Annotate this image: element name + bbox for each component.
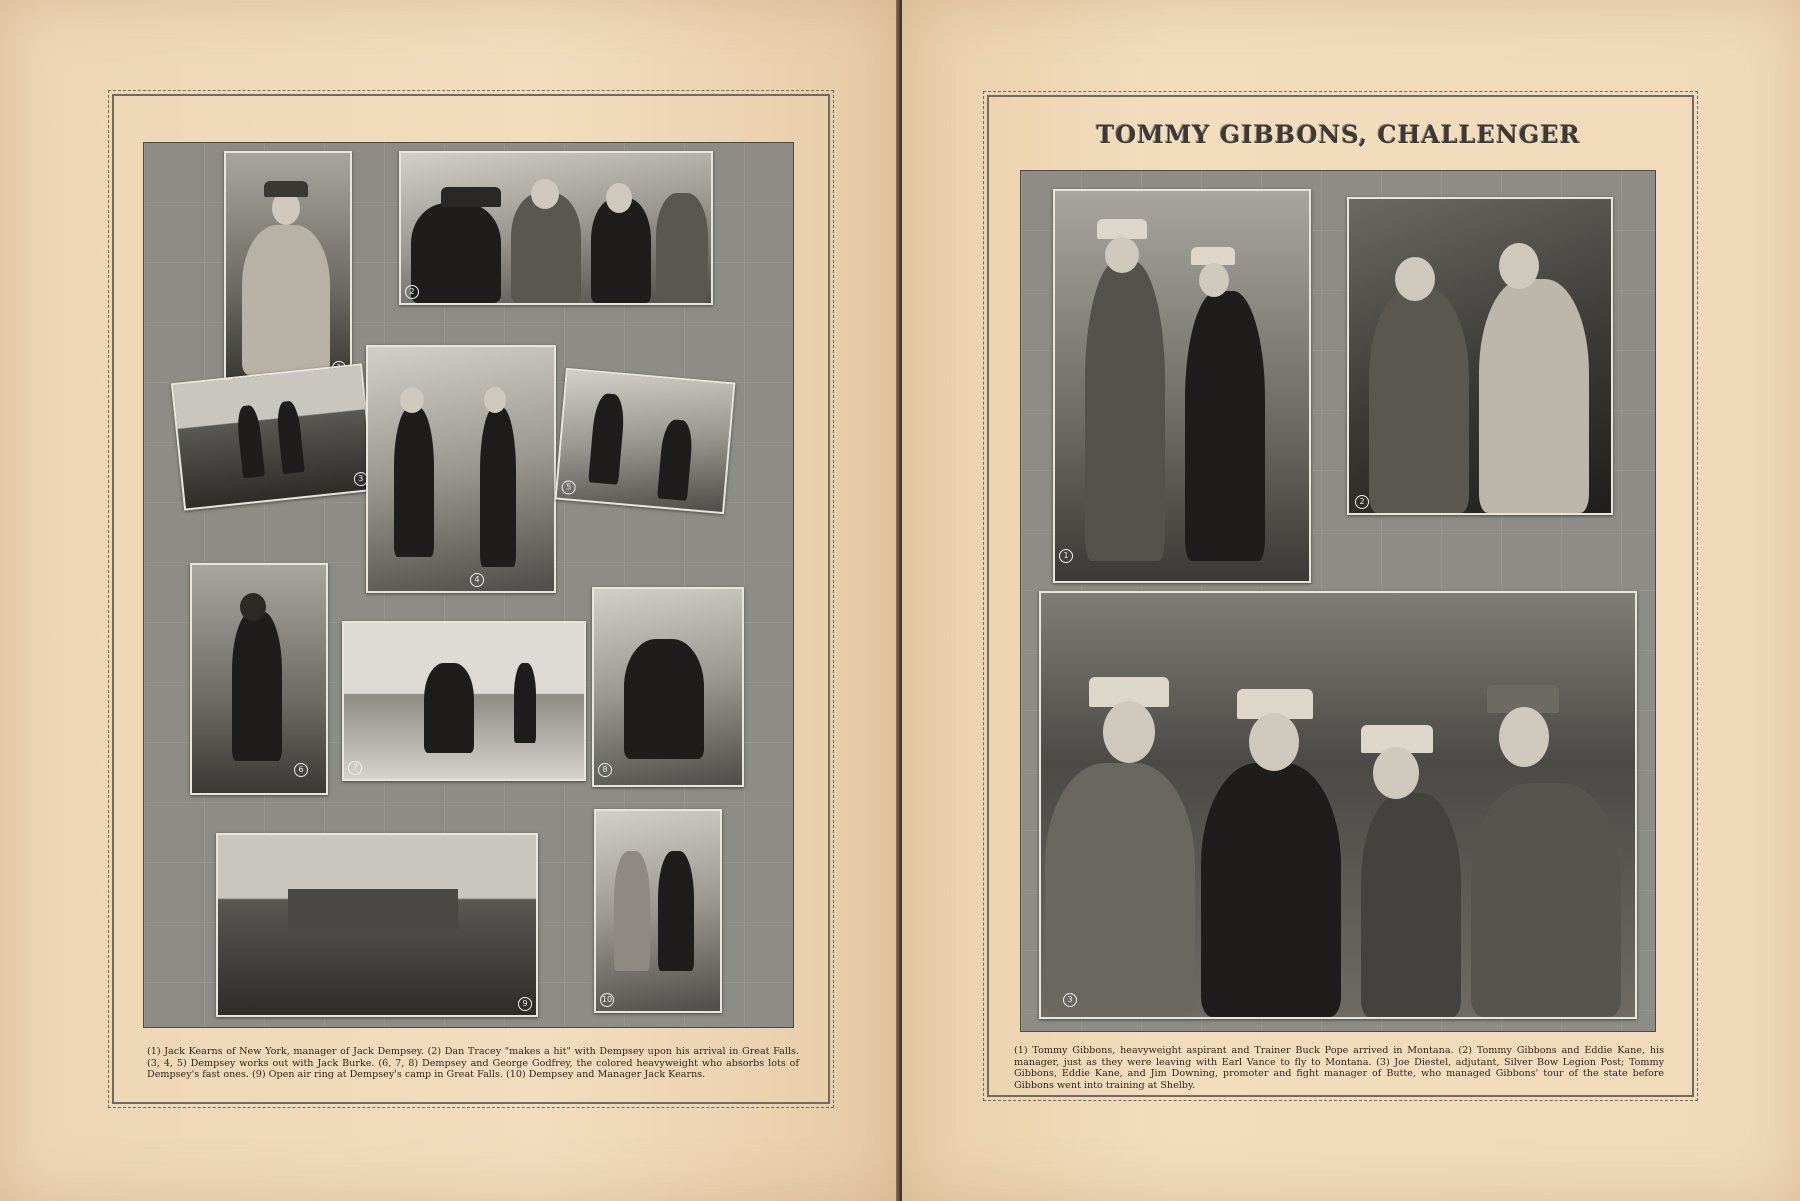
right-page bbox=[902, 0, 1800, 1201]
page-title: TOMMY GIBBONS, CHALLENGER bbox=[1096, 120, 1581, 149]
photo-number: 3 bbox=[353, 471, 368, 486]
photo-number: 2 bbox=[405, 285, 419, 299]
photo-6-godfrey bbox=[190, 563, 328, 795]
photo-3-group bbox=[1039, 591, 1637, 1019]
photo-1-gibbons-pope bbox=[1053, 189, 1311, 583]
photo-9-open-air-ring bbox=[216, 833, 538, 1017]
photo-8-clinch bbox=[592, 587, 744, 787]
photo-number: 3 bbox=[1063, 993, 1077, 1007]
photo-number: 8 bbox=[598, 763, 612, 777]
right-page-caption: (1) Tommy Gibbons, heavyweight aspirant and Trainer Buck Pope arrived in Montana. (2) Tommy Gibbons and Eddie Kane, his manager, just as they were leaving with Earl Vance to fly to Montana. (3) Joe Diestel, adjutant, Silver Bow Legion Post; Tommy Gibbons, Eddie Kane, and Jim Downing, promoter and fight manager of Butte, who managed Gibbons' tour of the state before Gibbons went into training at Shelby. bbox=[1014, 1045, 1664, 1091]
photo-number: 7 bbox=[348, 761, 362, 775]
left-photo-collage bbox=[143, 142, 794, 1028]
right-photo-collage bbox=[1020, 170, 1656, 1032]
photo-number: 9 bbox=[518, 997, 532, 1011]
photo-2-gibbons-kane bbox=[1347, 197, 1613, 515]
photo-3-workout bbox=[171, 363, 375, 510]
left-page-caption: (1) Jack Kearns of New York, manager of Jack Dempsey. (2) Dan Tracey "makes a hit" with Dempsey upon his arrival in Great Falls. (3, 4, 5) Dempsey works out with Jack Burke. (6, 7, 8) Dempsey and George Godfrey, the colored heavyweight who absorbs lots of Dempsey's fast ones. (9) Open air ring at Dempsey's camp in Great Falls. (10) Dempsey and Manager Jack Kearns. bbox=[147, 1046, 799, 1080]
photo-number: 6 bbox=[294, 763, 308, 777]
photo-2-dan-tracey-dempsey bbox=[399, 151, 713, 305]
photo-number: 1 bbox=[1059, 549, 1073, 563]
photo-number: 5 bbox=[561, 480, 576, 495]
photo-number: 10 bbox=[600, 993, 614, 1007]
photo-1-jack-kearns bbox=[224, 151, 352, 381]
photo-5-sparring bbox=[555, 368, 736, 514]
photo-number: 2 bbox=[1355, 495, 1369, 509]
photo-7-ring bbox=[342, 621, 586, 781]
photo-4-sparring bbox=[366, 345, 556, 593]
photo-number: 4 bbox=[470, 573, 484, 587]
photo-10-dempsey-kearns bbox=[594, 809, 722, 1013]
